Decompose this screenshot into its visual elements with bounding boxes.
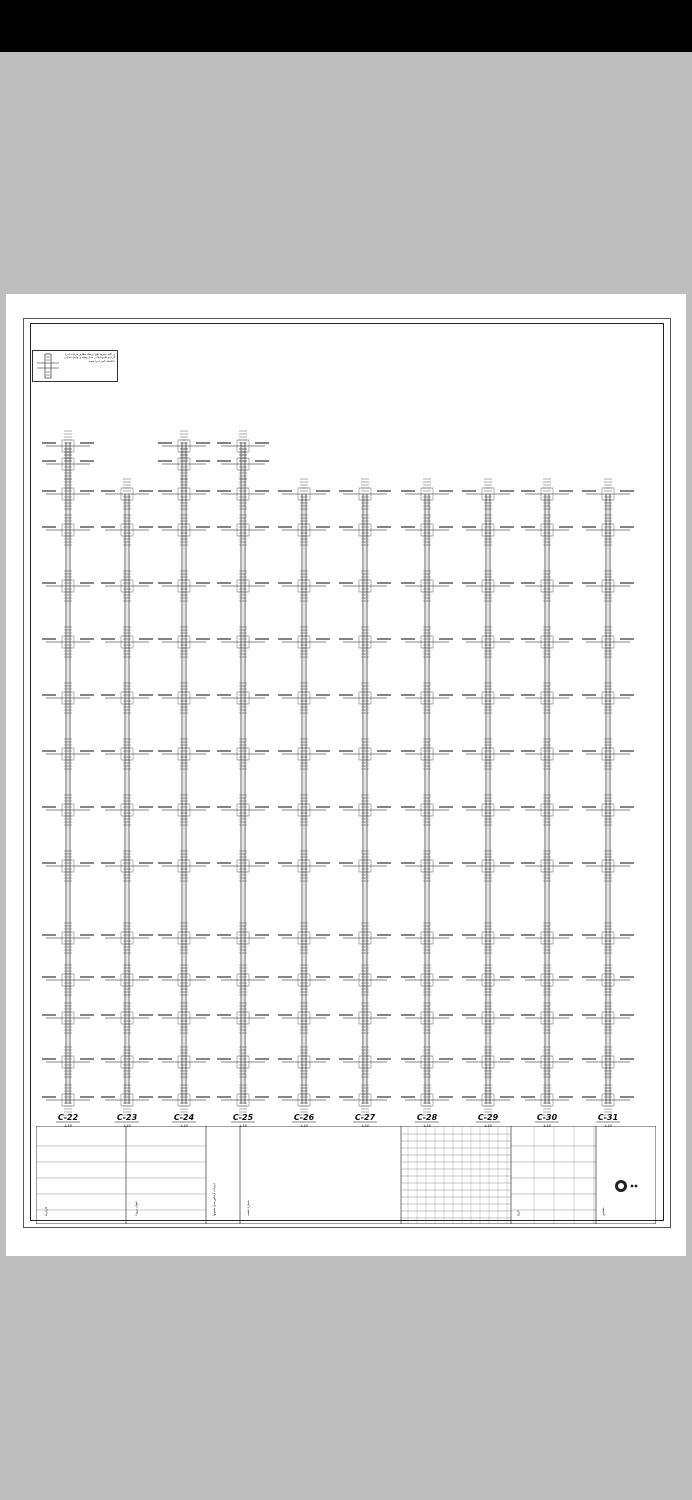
column-label: C-29 [477,1113,499,1122]
column-elevation [462,479,514,1115]
title-block-grid [36,1126,656,1224]
column-scale-label: 1:50 [239,1124,247,1128]
date-label: تاریخ [516,1210,520,1216]
document-page [6,294,686,1256]
column-label: C-23 [116,1113,138,1122]
column-scale-label: 1:50 [180,1124,188,1128]
column-label: C-22 [57,1113,79,1122]
column-scale-label: 1:50 [423,1124,431,1128]
drawing-title: جزئیات آرماتوربندی ستونها [212,1182,216,1216]
column-label: C-24 [173,1113,195,1122]
column-label: C-25 [232,1113,254,1122]
column-scale-label: 1:50 [361,1124,369,1128]
column-label: C-31 [597,1113,619,1122]
scale-label: مقیاس [601,1207,605,1216]
column-scale-label: 1:50 [64,1124,72,1128]
viewer-top-bar [0,0,692,52]
column-elevation [339,479,391,1115]
column-scale-label: 1:50 [543,1124,551,1128]
column-elevation [278,479,330,1115]
column-elevation [101,479,153,1115]
general-note-text: در کلیه ستونها طول وصله مطابق جزئیات اجرا گردد و خاموت‌ها در محل وصله و نواحی بحرانی با فاصله کمتر اجرا شوند. [64,353,115,363]
column-elevations [6,294,686,1256]
project-label: عنوان پروژه [134,1200,138,1216]
column-scale-label: 1:50 [300,1124,308,1128]
column-scale-label: 1:50 [604,1124,612,1128]
column-label: C-28 [416,1113,438,1122]
column-scale-label: 1:50 [123,1124,131,1128]
column-elevation [582,479,634,1115]
column-elevation [158,431,210,1115]
column-scale-label: 1:50 [484,1124,492,1128]
column-label: C-27 [354,1113,376,1122]
title-block [36,1126,656,1224]
sheet-label: شماره نقشه [246,1200,250,1216]
column-label: C-26 [293,1113,315,1122]
column-label: C-30 [536,1113,558,1122]
column-elevation [217,431,269,1115]
owner-label: کارفرما [44,1206,48,1216]
column-elevation [401,479,453,1115]
column-elevation [42,431,94,1115]
column-elevation [521,479,573,1115]
